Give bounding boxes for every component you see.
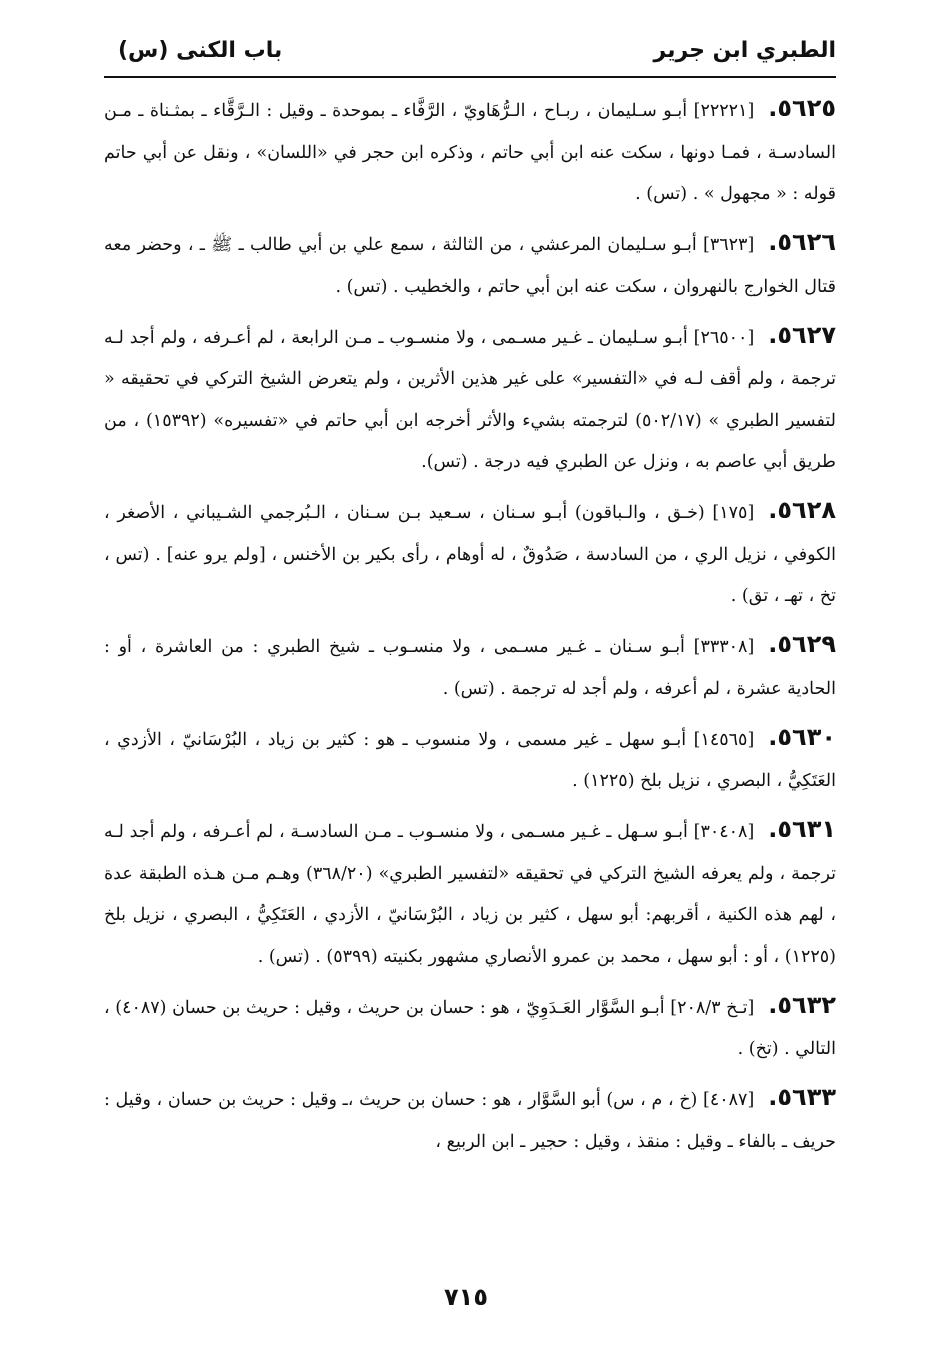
entry-number: ٥٦٢٦.	[768, 228, 836, 256]
header-chapter-title: باب الكنى (س)	[118, 37, 283, 63]
entry-text: [٢٢٢٢١] أبـو سـليمان ، ربـاح ، الـرُّهَاويّ ، الرَّفَّاء ـ بموحدة ـ وقيل : الـرَّقَّاء ـ بمثـناة ـ مـن السادسـة ، فمـا دونها ، سكت عنه ابن أبي حاتم ، وذكره ابن حجر في «اللسان» ، ونقل عن أبي حاتم قوله : « مجهول » . (تس) .	[104, 101, 836, 204]
header-divider	[104, 76, 836, 78]
entry-number: ٥٦٢٧.	[768, 320, 836, 349]
entry-text: [١٧٥] (خـق ، والـباقون) أبـو سـنان ، سـعيد بـن سـنان ، الـبُرجمي الشـيباني ، الأصغر ، الكوفي ، نزيل الري ، من السادسة ، صَدُوقٌ ، له أوهام ، رأى بكير بن الأخنس ، [ولم يرو عنه] . (تس ، تخ ، تهـ ، تق) .	[104, 503, 836, 606]
header-book-title: الطبري ابن جرير	[653, 37, 836, 63]
entry-number: ٥٦٢٨.	[768, 496, 836, 524]
entry	[104, 315, 836, 484]
entry	[104, 490, 836, 618]
running-header	[118, 30, 836, 70]
entry	[104, 222, 836, 308]
page-number: ٧١٥	[444, 1283, 488, 1311]
entry-number: ٥٦٣٢.	[768, 990, 836, 1019]
entry-text: [٣٦٢٣] أبـو سـليمان المرعشي ، من الثالثة ، سمع علي بن أبي طالب ـ ﷺ ـ ، وحضر معه قتال الخوارج بالنهروان ، سكت عنه ابن أبي حاتم ، والخطيب . (تس) .	[104, 235, 836, 297]
entry	[104, 88, 836, 216]
entry-number: ٥٦٣١.	[768, 815, 836, 843]
entry-number: ٥٦٢٩.	[768, 630, 836, 658]
entry-text: [٣٣٣٠٨] أبـو سـنان ـ غـير مسـمى ، ولا منسـوب ـ شيخ الطبري : من العاشرة ، أو : الحادية عشرة ، لم أعرفه ، ولم أجد له ترجمة . (تس) .	[104, 637, 836, 699]
entry	[104, 717, 836, 803]
entry-text: [٣٠٤٠٨] أبـو سـهل ـ غـير مسـمى ، ولا منسـوب ـ مـن السادسـة ، لم أعـرفه ، ولم أجد لـه ترجمة ، ولم يعرفه الشيخ التركي في تحقيقه «لتفسير الطبري» (٣٦٨/٢٠) وهـم مـن هـذه الطبقة عدة ، لهم هذه الكنية ، أقربهم: أبو سهل ، كثير بن زياد ، البُرْسَانيّ ، الأزدي ، العَتَكِيُّ ، البصري ، نزيل بلخ (١٢٢٥) ، أو : أبو سهل ، محمد بن عمرو الأنصاري مشهور بكنيته (٥٣٩٩) . (تس) .	[104, 822, 836, 967]
entry	[104, 1077, 836, 1163]
entry-number: ٥٦٣٣.	[768, 1083, 836, 1111]
entry-text: [تـخ ٢٠٨/٣] أبـو السَّوَّار العَـدَوِيّ ، هو : حسان بن حريث ، وقيل : حريث بن حسان (٤٠٨٧) ، التالي . (تخ) .	[104, 997, 836, 1059]
entry	[104, 809, 836, 978]
entry-number: ٥٦٢٥.	[768, 94, 836, 122]
entry	[104, 985, 836, 1071]
entry-text: [٤٠٨٧] (خ ، م ، س) أبو السَّوَّار ، هو : حسان بن حريث ،ـ وقيل : حريث بن حسان ، وقيل : حريف ـ بالفاء ـ وقيل : منقذ ، وقيل : حجير ـ ابن الربيع ،	[104, 1090, 836, 1152]
entry-number: ٥٦٣٠.	[768, 722, 836, 751]
entry-text: [١٤٥٦٥] أبـو سهل ـ غير مسمى ، ولا منسوب ـ هو : كثير بن زياد ، البُرْسَانيّ ، الأزدي ، العَتَكِيُّ ، البصري ، نزيل بلخ (١٢٢٥) .	[104, 729, 836, 791]
page-body	[104, 88, 836, 1170]
entry-text: [٢٦٥٠٠] أبـو سـليمان ـ غـير مسـمى ، ولا منسـوب ـ مـن الرابعة ، لم أعـرفه ، ولم أجد لـه ترجمة ، ولم أقف لـه في «التفسير» على غير هذين الأثرين ، ولم يتعرض الشيخ التركي في تحقيقه « لتفسير الطبري » (٥٠٢/١٧) لترجمته بشيء والأثر أخرجه ابن أبي حاتم في «تفسيره» (١٥٣٩٢) ، من طريق أبي عاصم به ، ونزل عن الطبري فيه درجة . (تس).	[104, 327, 837, 472]
entry	[104, 624, 836, 710]
